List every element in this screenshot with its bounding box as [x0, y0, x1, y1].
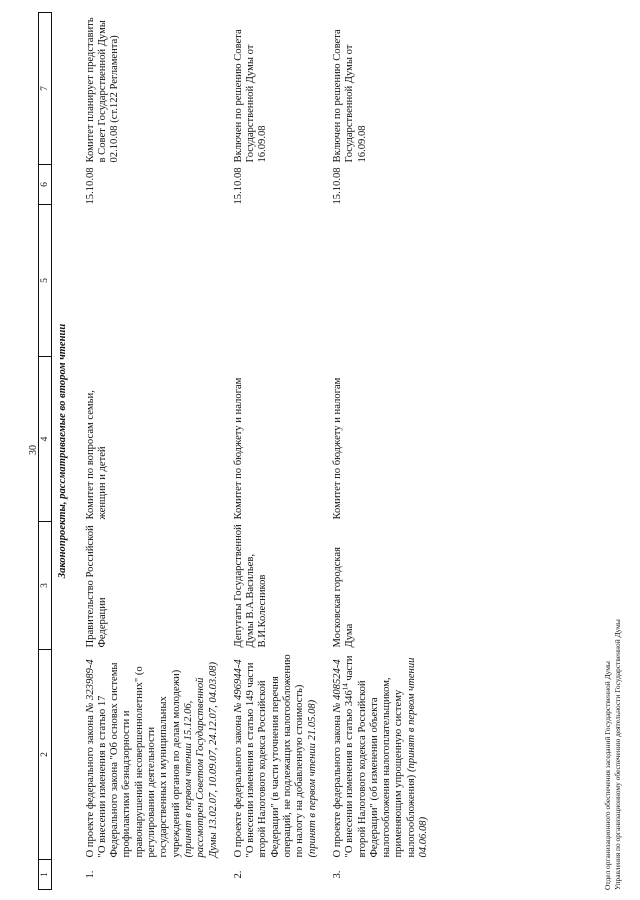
column-number: 3	[39, 522, 52, 650]
empty-cell	[76, 205, 224, 357]
empty-cell	[323, 205, 434, 357]
bill-number: № 408524-4	[331, 659, 343, 713]
empty-cell	[224, 205, 323, 357]
footer-line: Управления по организационному обеспечению деятельности Государственной Думы	[612, 619, 622, 890]
bill-reading-note: (принят в первом чтении 04.06.08)	[405, 657, 430, 858]
bill-description	[323, 650, 434, 860]
bill-date: 15.10.08	[331, 167, 343, 205]
row-number: 2.	[232, 870, 244, 879]
bill-number: № 496944-4	[232, 659, 244, 713]
section-title: Законопроекты, рассматриваемые во втором чтении	[57, 323, 69, 579]
bill-author: Правительство Российской Федерации	[84, 525, 108, 648]
bill-remark: Включен по решению Совета Государственной Думы от 16.09.08	[331, 29, 368, 163]
bill-committee: Комитет по бюджету и налогам	[232, 377, 244, 520]
column-number: 7	[39, 13, 52, 165]
bill-date: 15.10.08	[232, 167, 244, 205]
bill-reading-note: (принят в первом чтении 21.05.08)	[306, 699, 318, 858]
bill-committee: Комитет по бюджету и налогам	[331, 377, 343, 520]
page-number: 30	[28, 445, 39, 455]
bill-description	[224, 650, 323, 860]
bill-date: 15.10.08	[84, 167, 96, 205]
bill-description	[76, 650, 224, 860]
bill-author: Московская городская Дума	[331, 547, 356, 648]
bill-remark: Включен по решению Совета Государственной Думы от 16.09.08	[232, 29, 269, 163]
bill-title: "О внесении изменения в статью 17 Федерального закона "Об основах системы профилактики безнадзорности и правонарушений несовершеннолетних" (о регулировании деятельности государственных и муниципальных учреждений органов по делам молодежи)	[96, 662, 182, 858]
table-row	[323, 13, 434, 890]
bill-reading-note: (принят в первом чтении 15.12.06, рассмотрен Советом Государственной Думы 13.02.07, 10.09.07, 24.12.07, 04.03.08)	[182, 662, 219, 858]
column-number: 5	[39, 205, 52, 357]
table-row	[76, 13, 224, 890]
bill-title-prefix: О проекте федерального закона	[331, 712, 343, 858]
column-number: 4	[39, 357, 52, 522]
bill-committee: Комитет по вопросам семьи, женщин и детей	[84, 390, 108, 520]
bill-remark: Комитет планирует представить в Совет Государственной Думы 02.10.08 (ст.122 Регламента)	[84, 17, 121, 163]
row-number: 1.	[84, 870, 96, 879]
column-number-row	[39, 13, 52, 890]
superscript: 14	[341, 683, 350, 691]
row-number: 3.	[331, 870, 343, 879]
footer	[603, 619, 622, 890]
bill-number: № 323989-4	[84, 659, 96, 713]
bill-title-cont: части второй Налогового кодекса Российской Федерации" (об изменении объекта налогообложения налогоплательщиком, применяющим упрощенную систему налогообложения)	[344, 655, 417, 858]
footer-line: Отдел организационного обеспечения заседаний Государственной Думы	[603, 661, 612, 890]
bill-title: "О внесении изменения в статью 149 части второй Налогового кодекса Российской Федерации" (в части уточнения перечня операций, не подлежащих налогообложению по налогу на добавленную стоимость)	[245, 654, 306, 858]
bill-title: "О внесении изменения в статью 346	[344, 690, 356, 858]
column-number: 1	[39, 860, 52, 890]
table-row	[224, 13, 323, 890]
column-number: 2	[39, 650, 52, 860]
section-row	[52, 13, 76, 890]
column-number: 6	[39, 165, 52, 205]
bill-author: Депутаты Государственной Думы В.А.Васильев, В.И.Колесников	[232, 524, 269, 648]
bills-table	[38, 12, 434, 890]
bill-title-prefix: О проекте федерального закона	[232, 712, 244, 858]
bill-title-prefix: О проекте федерального закона	[84, 712, 96, 858]
